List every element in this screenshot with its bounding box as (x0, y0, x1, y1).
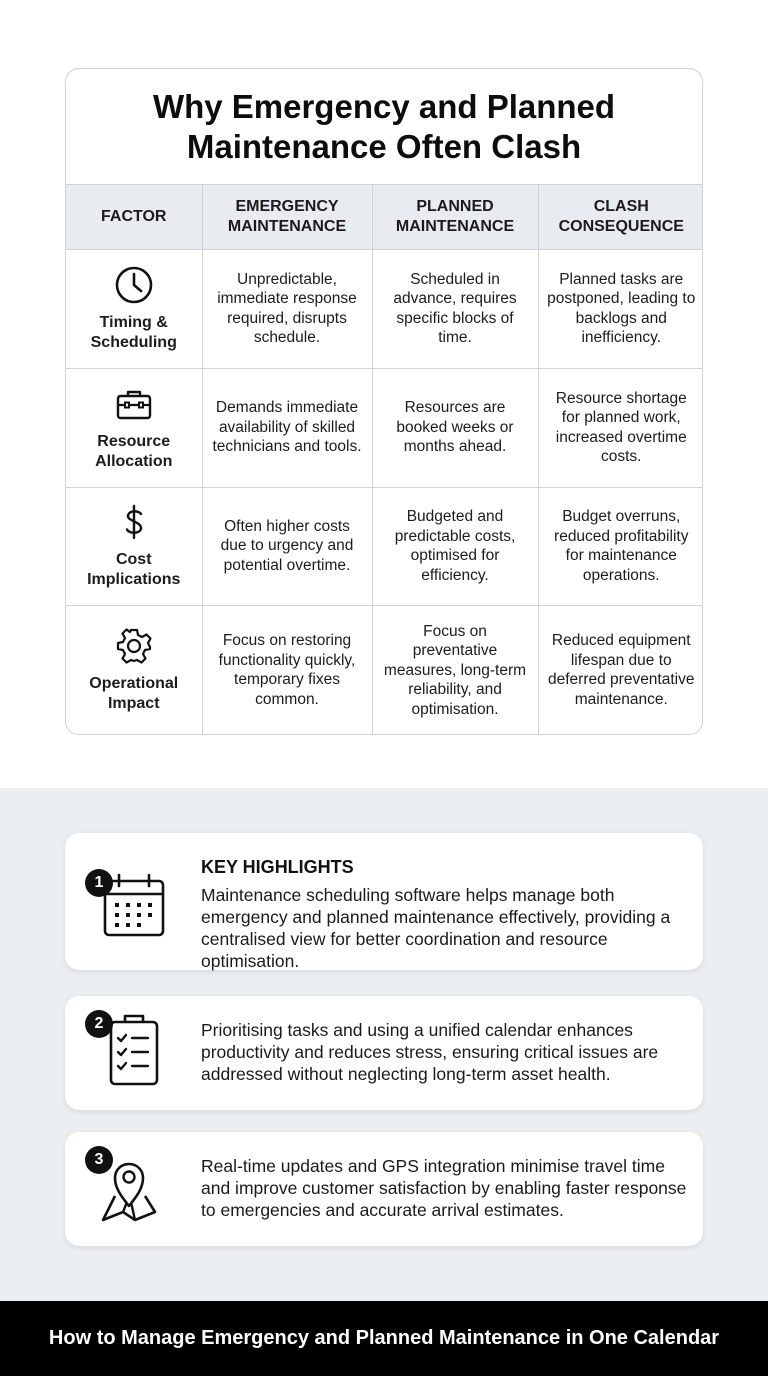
highlight-icon-wrap (85, 869, 169, 949)
highlight-text: Real-time updates and GPS integration minimise travel time and improve customer satisfaction by enabling faster response to emergencies and accurate arrival estimates. (201, 1156, 687, 1220)
emergency-cell: Focus on restoring functionality quickly, temporary fixes common. (202, 605, 372, 735)
highlight-card (65, 996, 703, 1110)
clash-cell: Budget overruns, reduced profitability for maintenance operations. (538, 487, 703, 605)
table-row (66, 605, 703, 735)
comparison-table (66, 185, 703, 735)
factor-cell (66, 487, 202, 605)
header-factor: FACTOR (66, 185, 202, 249)
highlight-card (65, 833, 703, 970)
factor-label: Resource Allocation (95, 432, 173, 470)
clock-icon (114, 265, 154, 305)
highlight-number-badge: 2 (85, 1010, 113, 1038)
clash-cell: Resource shortage for planned work, increased overtime costs. (538, 368, 703, 487)
header-planned: PLANNED MAINTENANCE (372, 185, 538, 249)
highlights-heading: KEY HIGHLIGHTS (201, 857, 354, 877)
header-clash: CLASH CONSEQUENCE (538, 185, 703, 249)
highlight-text: Maintenance scheduling software helps manage both emergency and planned maintenance effectively, providing a centralised view for better coordination and resource optimisation. (201, 885, 671, 971)
footer-banner (0, 1301, 768, 1376)
table-row (66, 368, 703, 487)
emergency-cell: Often higher costs due to urgency and potential overtime. (202, 487, 372, 605)
highlight-text: Prioritising tasks and using a unified calendar enhances productivity and reduces stress, ensuring critical issues are addressed without neglecting long-term asset health. (201, 1020, 659, 1084)
gear-icon (114, 626, 154, 666)
highlight-icon-wrap (85, 1146, 169, 1226)
header-emergency: EMERGENCY MAINTENANCE (202, 185, 372, 249)
table-row (66, 487, 703, 605)
highlight-text-block (201, 1019, 687, 1085)
factor-label: Cost Implications (87, 551, 181, 588)
planned-cell: Resources are booked weeks or months ahead. (372, 368, 538, 487)
table-title: Why Emergency and Planned Maintenance Often Clash (66, 69, 702, 185)
factor-cell (66, 368, 202, 487)
comparison-table-card (65, 68, 703, 735)
planned-cell: Focus on preventative measures, long-term reliability, and optimisation. (372, 605, 538, 735)
highlight-text-block (201, 855, 687, 972)
clash-cell: Reduced equipment lifespan due to deferred preventative maintenance. (548, 632, 695, 708)
emergency-cell: Demands immediate availability of skilled technicians and tools. (202, 368, 372, 487)
planned-cell: Budgeted and predictable costs, optimised for efficiency. (372, 487, 538, 605)
footer-title: How to Manage Emergency and Planned Maintenance in One Calendar (48, 1327, 720, 1349)
highlight-icon-wrap (85, 1010, 169, 1090)
emergency-cell: Unpredictable, immediate response required, disrupts schedule. (202, 249, 372, 368)
factor-label: Timing & Scheduling (90, 313, 177, 351)
toolbox-icon (114, 384, 154, 424)
table-header-row (66, 185, 703, 249)
highlight-number-badge: 3 (85, 1146, 113, 1174)
highlight-number-badge: 1 (85, 869, 113, 897)
highlight-text-block (201, 1155, 687, 1221)
table-row (66, 249, 703, 368)
highlight-card (65, 1132, 703, 1246)
factor-label: Operational Impact (89, 675, 179, 713)
highlights-section (0, 788, 768, 1301)
factor-cell (66, 605, 202, 735)
clash-cell: Planned tasks are postponed, leading to backlogs and inefficiency. (538, 249, 703, 368)
factor-cell (66, 249, 202, 368)
dollar-icon (114, 502, 154, 542)
planned-cell: Scheduled in advance, requires specific blocks of time. (372, 249, 538, 368)
